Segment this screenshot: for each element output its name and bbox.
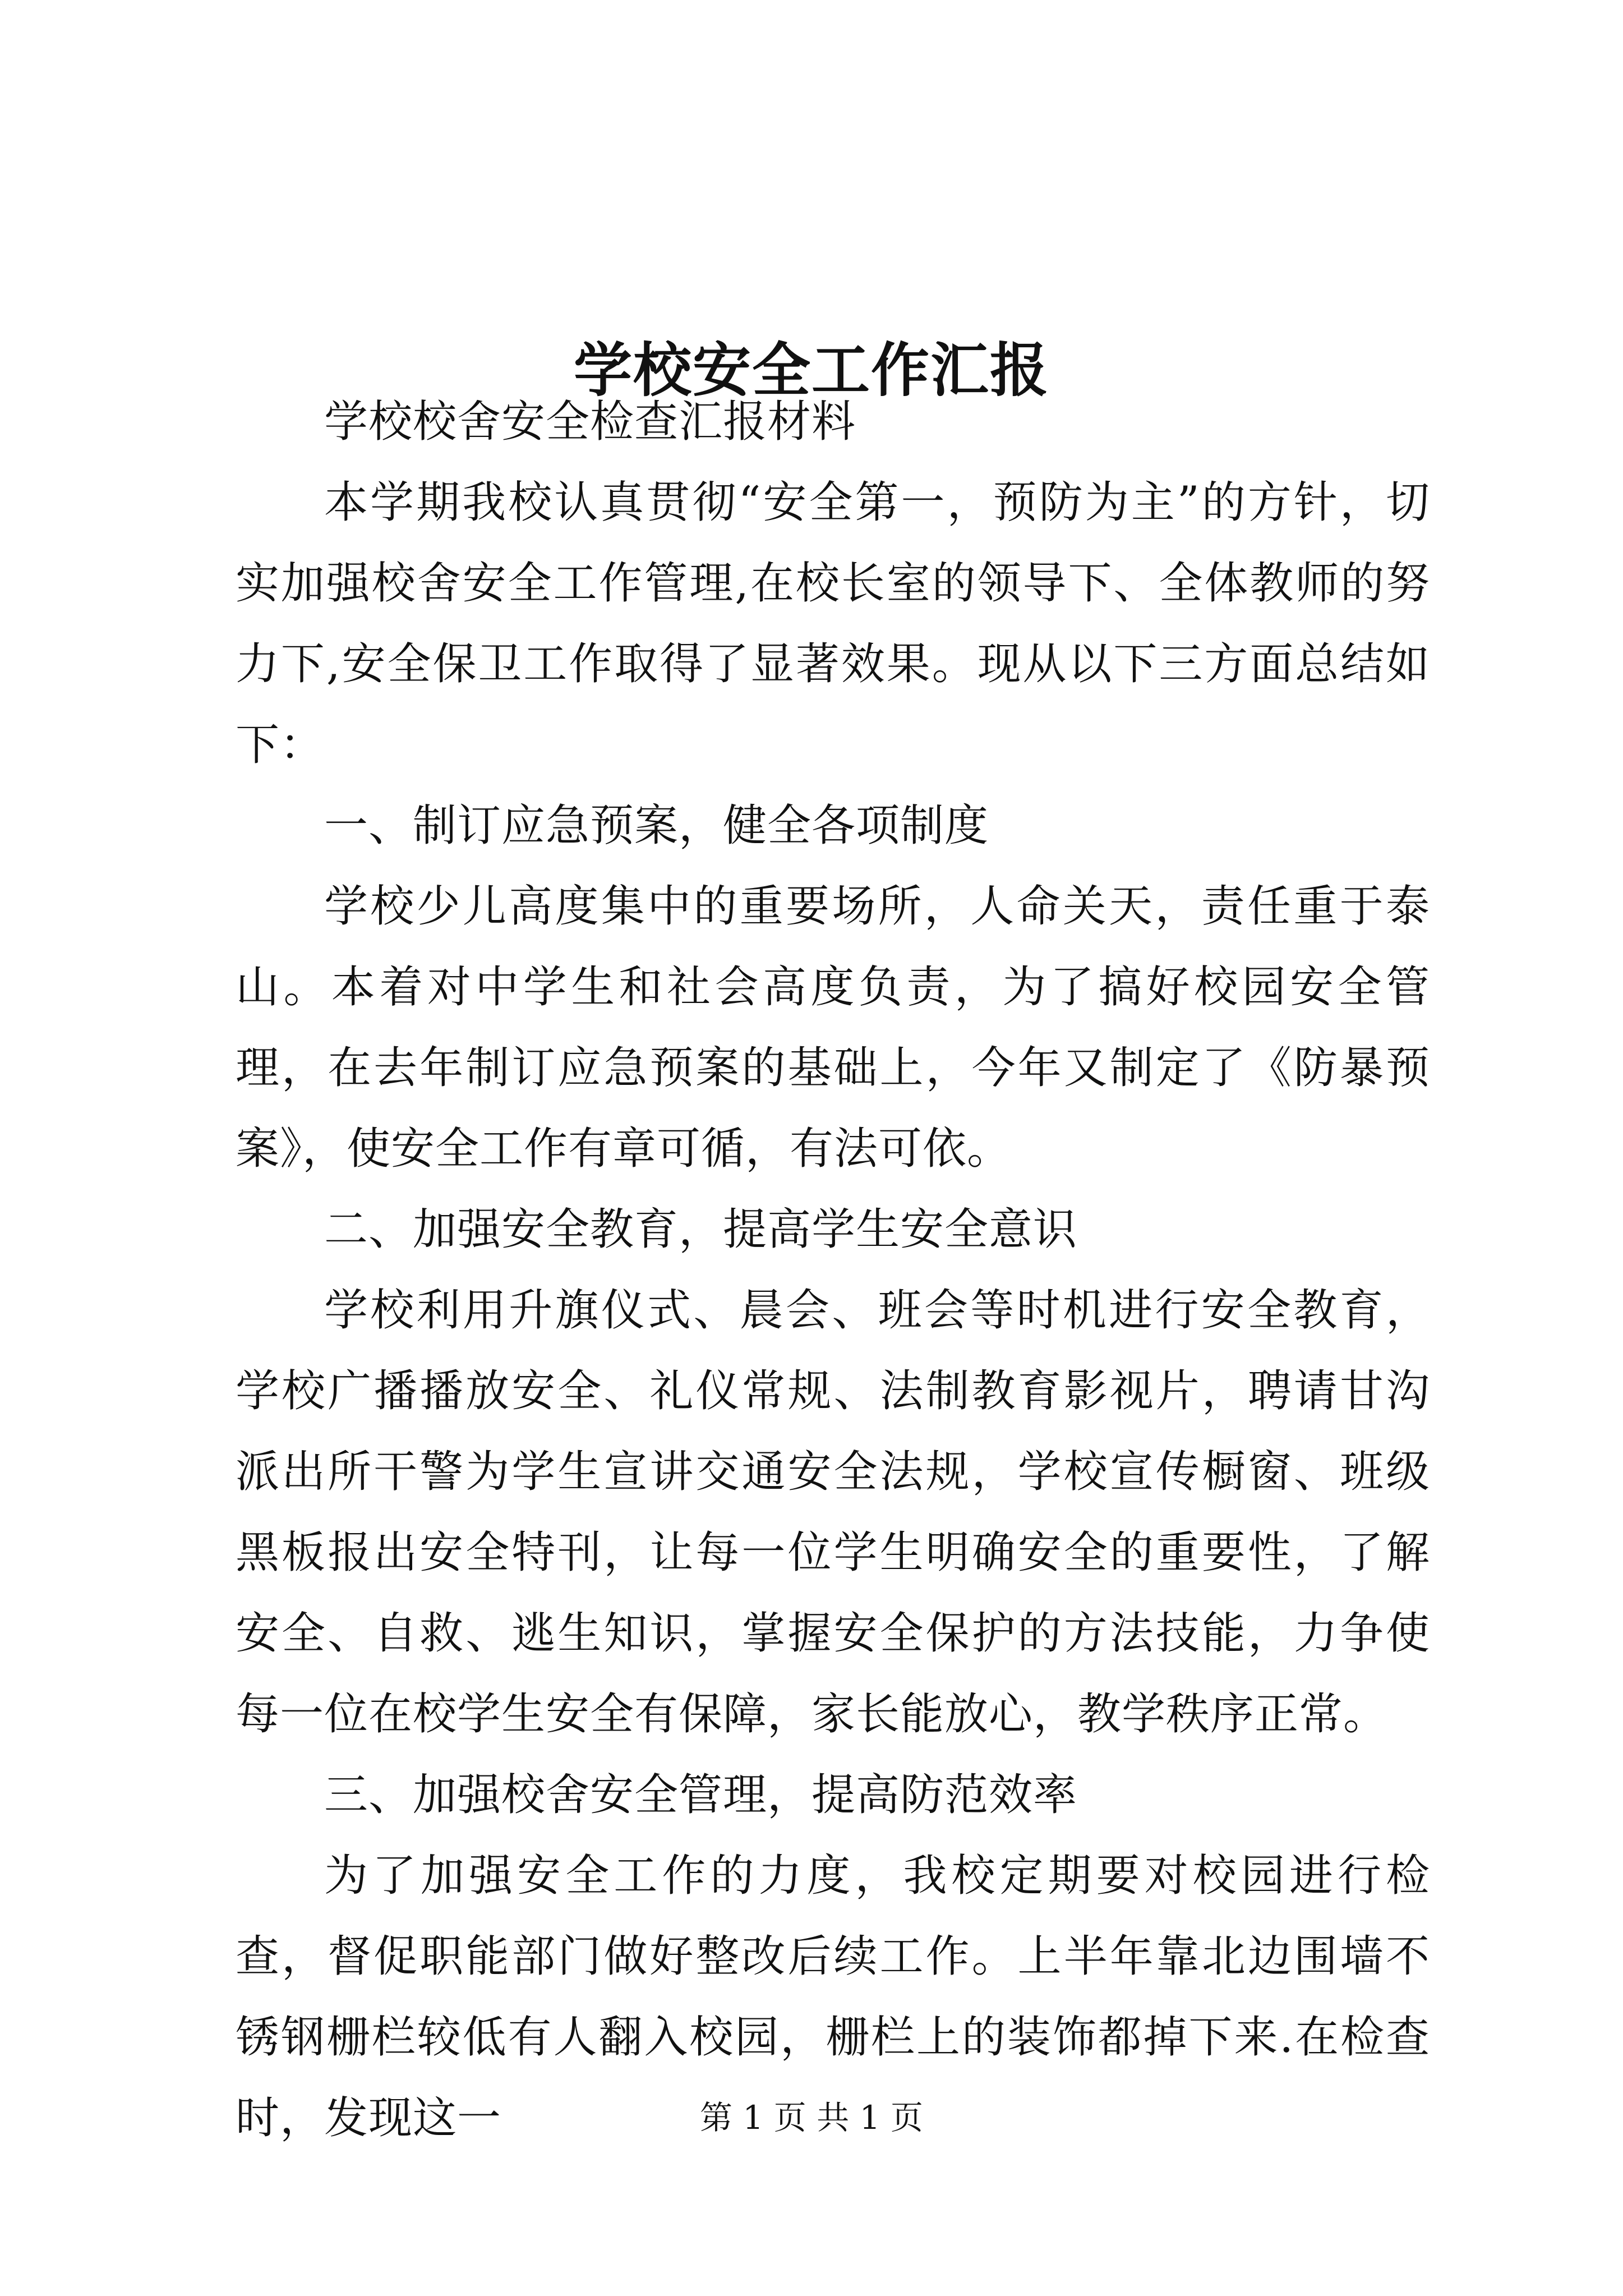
paragraph-subtitle: 学校校舍安全检查汇报材料 xyxy=(324,397,856,447)
section-heading-1: 一、制订应急预案，健全各项制度 xyxy=(324,800,989,851)
document-title: 学校安全工作汇报 xyxy=(573,335,1049,404)
paragraph-intro: 本学期我校认真贯彻“安全第一，预防为主”的方针，切实加强校舍安全工作管理,在校长室的领导下、全体教师的努力下,安全保卫工作取得了显著效果。现从以下三方面总结如下： xyxy=(236,477,1430,770)
paragraph-section-1: 学校少儿高度集中的重要场所，人命关天，责任重于泰山。本着对中学生和社会高度负责，为了搞好校园安全管理，在去年制订应急预案的基础上，今年又制定了《防暴预案》，使安全工作有章可循，有法可依。 xyxy=(236,881,1430,1174)
page-footer: 第 1 页 共 1 页 xyxy=(700,2099,923,2137)
section-heading-3: 三、加强校舍安全管理，提高防范效率 xyxy=(324,1770,1078,1820)
section-heading-2: 二、加强安全教育，提高学生安全意识 xyxy=(324,1204,1078,1255)
paragraph-section-2: 学校利用升旗仪式、晨会、班会等时机进行安全教育，学校广播播放安全、礼仪常规、法制教育影视片，聘请甘沟派出所干警为学生宣讲交通安全法规，学校宣传橱窗、班级黑板报出安全特刊，让每一位学生明确安全的重要性，了解安全、自救、逃生知识，掌握安全保护的方法技能，力争使每一位在校学生安全有保障，家长能放心，教学秩序正常。 xyxy=(236,1285,1430,1740)
paragraph-section-3: 为了加强安全工作的力度，我校定期要对校园进行检查，督促职能部门做好整改后续工作。上半年靠北边围墙不锈钢栅栏较低有人翻入校园，栅栏上的装饰都掉下来.在检查时，发现这一 xyxy=(236,1851,1430,2143)
document-body xyxy=(236,381,1430,2159)
